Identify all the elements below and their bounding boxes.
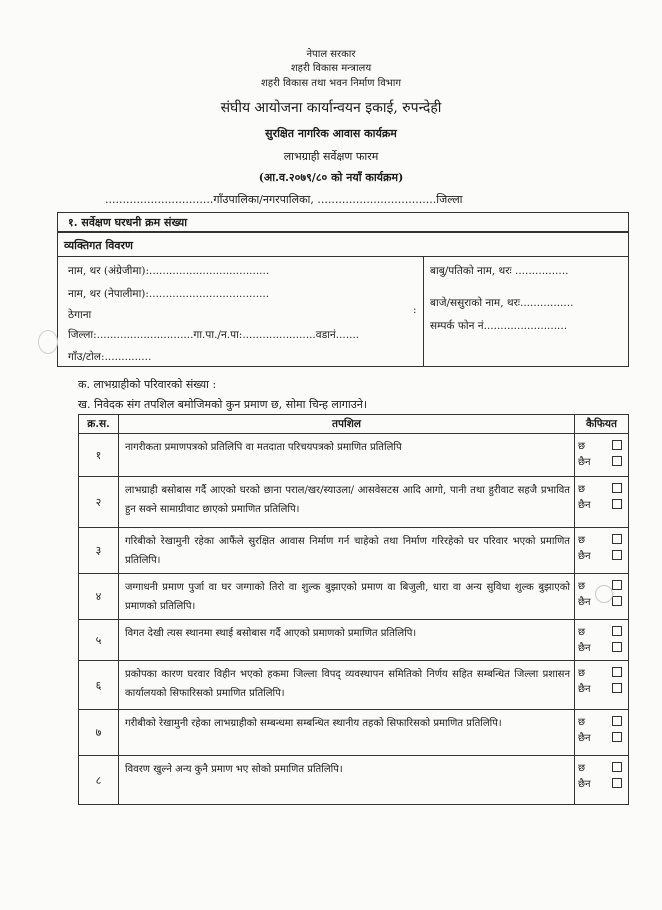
row-serial-number: ७ (79, 710, 119, 756)
row-serial-number: २ (79, 477, 119, 528)
option-yes-label: छ (578, 535, 586, 546)
yes-checkbox[interactable] (612, 716, 622, 726)
option-yes-label: छ (578, 441, 586, 452)
no-checkbox[interactable] (612, 642, 622, 652)
survey-number-box[interactable] (57, 212, 629, 232)
address-colon: : (413, 304, 417, 316)
fiscal-year: (आ.व.२०७९/८० को नयाँ कार्यक्रम) (258, 171, 404, 184)
row-serial-number: १ (79, 434, 119, 477)
yes-checkbox[interactable] (612, 440, 622, 450)
divider (58, 256, 628, 257)
header-department: शहरी विकास तथा भवन निर्माण विभाग (260, 78, 402, 89)
no-checkbox[interactable] (612, 499, 622, 509)
row-description: विगत देखी त्यस स्थानमा स्थाई बसोबास गर्दै आएको प्रमाणको प्रमाणित प्रतिलिपि। (119, 620, 575, 661)
header-ministry: शहरी विकास मन्त्रालय (290, 63, 372, 74)
option-no-label: छैन (578, 684, 591, 695)
row-remarks (575, 528, 629, 574)
option-no-label: छैन (578, 733, 591, 744)
personal-details-box (57, 232, 629, 367)
option-yes (578, 481, 622, 495)
survey-number-label: १. सर्वेक्षण घरधनी क्रम संख्या (68, 216, 188, 229)
address-label: ठेगाना (68, 309, 92, 321)
no-checkbox[interactable] (612, 550, 622, 560)
no-checkbox[interactable] (612, 683, 622, 693)
row-remarks (575, 434, 629, 477)
name-nepali-field[interactable]: नाम, थर (नेपालीमा):.................................... (68, 288, 270, 300)
option-no (578, 454, 622, 468)
option-yes-label: छ (578, 763, 586, 774)
phone-field[interactable]: सम्पर्क फोन नं......................... (430, 320, 568, 332)
option-no (578, 681, 622, 695)
yes-checkbox[interactable] (612, 762, 622, 772)
table-row (79, 661, 629, 710)
name-english-field[interactable]: नाम, थर (अंग्रेजीमा):.................................... (68, 265, 270, 277)
punch-hole-mark (595, 585, 613, 603)
column-header-details: तपशिल (119, 415, 575, 434)
row-remarks (575, 661, 629, 710)
no-checkbox[interactable] (612, 596, 622, 606)
option-yes (578, 665, 622, 679)
yes-checkbox[interactable] (612, 580, 622, 590)
row-description: लाभग्राही बसोबास गर्दै आएको घरको छाना पराल/खर/स्याउला/ आसवेसटस आदि आगो, पानी तथा हुरीवाट सहजै प्रभावित हुन सक्ने सामाग्रीवाट छाएको प्रमाणित प्रतिलिपि। (119, 477, 575, 528)
no-checkbox[interactable] (612, 778, 622, 788)
option-yes (578, 714, 622, 728)
option-yes (578, 760, 622, 774)
grandfather-name-field[interactable]: बाजे/ससुराको नाम, थरः................ (430, 297, 574, 309)
personal-details-title: व्यक्तिगत विवरण (64, 239, 133, 252)
option-no-label: छैन (578, 597, 591, 608)
option-no-label: छैन (578, 457, 591, 468)
option-yes (578, 438, 622, 452)
father-name-field[interactable]: बाबु/पतिको नाम, थरः ................ (430, 265, 569, 277)
row-description: जग्गाधनी प्रमाण पुर्जा वा घर जग्गाको तिरो वा शुल्क बुझाएको प्रमाण वा बिजुली, धारा वा अन्य सुविधा शुल्क बुझाएको प्रमाणको प्रतिलिपि। (119, 574, 575, 620)
row-description: नागरीकता प्रमाणपत्रको प्रतिलिपि वा मतदाता परिचयपत्रको प्रमाणित प्रतिलिपि (119, 434, 575, 477)
table-row (79, 620, 629, 661)
option-yes (578, 624, 622, 638)
row-serial-number: ४ (79, 574, 119, 620)
option-no (578, 548, 622, 562)
option-no-label: छैन (578, 500, 591, 511)
punch-hole-mark (38, 330, 58, 354)
row-remarks (575, 620, 629, 661)
no-checkbox[interactable] (612, 732, 622, 742)
yes-checkbox[interactable] (612, 626, 622, 636)
option-no (578, 640, 622, 654)
table-row (79, 477, 629, 528)
table-header-row (79, 415, 629, 434)
district-field[interactable]: जिल्ला:.............................गा.पा./न.पा:......................वडानं....... (68, 329, 360, 341)
option-yes-label: छ (578, 668, 586, 679)
row-serial-number: ८ (79, 756, 119, 805)
family-count-question[interactable]: क. लाभग्राहीको परिवारको संख्या : (78, 378, 217, 391)
table-row (79, 710, 629, 756)
row-description: प्रकोपका कारण घरवार विहीन भएको हकमा जिल्ला विपद् व्यवस्थापन समितिको निर्णय सहित सम्बन्धित जिल्ला प्रशासन कार्यालयको सिफारिसको प्रमाणित प्रतिलिपि। (119, 661, 575, 710)
row-description: विवरण खुल्ने अन्य कुनै प्रमाण भए सोको प्रमाणित प्रतिलिपि। (119, 756, 575, 805)
option-yes-label: छ (578, 717, 586, 728)
option-yes-label: छ (578, 581, 586, 592)
row-description: गरिबीको रेखामुनी रहेका आफैंले सुरक्षित आवास निर्माण गर्न चाहेको तथा निर्माण गरिरहेको घर परिवार भएको प्रमाणित प्रतिलिपि। (119, 528, 575, 574)
option-yes-label: छ (578, 627, 586, 638)
header-government: नेपाल सरकार (306, 49, 356, 60)
option-no (578, 776, 622, 790)
option-no-label: छैन (578, 551, 591, 562)
row-remarks (575, 710, 629, 756)
yes-checkbox[interactable] (612, 667, 622, 677)
divider (423, 256, 424, 366)
row-remarks (575, 756, 629, 805)
row-serial-number: ५ (79, 620, 119, 661)
yes-checkbox[interactable] (612, 534, 622, 544)
column-header-sn: क्र.स. (79, 415, 119, 434)
option-no-label: छैन (578, 643, 591, 654)
no-checkbox[interactable] (612, 456, 622, 466)
table-row (79, 528, 629, 574)
village-field[interactable]: गाँउ/टोल:.............. (68, 351, 152, 363)
header-program: सुरक्षित नागरिक आवास कार्यक्रम (265, 127, 397, 140)
option-no (578, 497, 622, 511)
header-unit: संघीय आयोजना कार्यान्वयन इकाई, रुपन्देही (220, 100, 442, 116)
evidence-instruction: ख. निवेदक संग तपशिल बमोजिमको कुन प्रमाण छ, सोमा चिन्ह लागाउने। (78, 398, 368, 411)
table-row (79, 574, 629, 620)
yes-checkbox[interactable] (612, 483, 622, 493)
evidence-table (78, 414, 629, 805)
option-no-label: छैन (578, 779, 591, 790)
table-row (79, 434, 629, 477)
table-row (79, 756, 629, 805)
option-no (578, 730, 622, 744)
option-yes-label: छ (578, 484, 586, 495)
form-title: लाभग्राही सर्वेक्षण फारम (283, 150, 379, 163)
option-yes (578, 532, 622, 546)
row-remarks (575, 477, 629, 528)
row-serial-number: ३ (79, 528, 119, 574)
row-description: गरीबीको रेखामुनी रहेका लाभग्राहीको सम्बन्धमा सम्बन्धित स्थानीय तहको सिफारिसको प्रमाणित प्रतिलिपि। (119, 710, 575, 756)
column-header-remarks: कैफियत (575, 415, 629, 434)
row-serial-number: ६ (79, 661, 119, 710)
municipality-district-line[interactable]: ...............................गाँउपालिका/नगरपालिका, ..................................जिल्ला (105, 193, 463, 206)
